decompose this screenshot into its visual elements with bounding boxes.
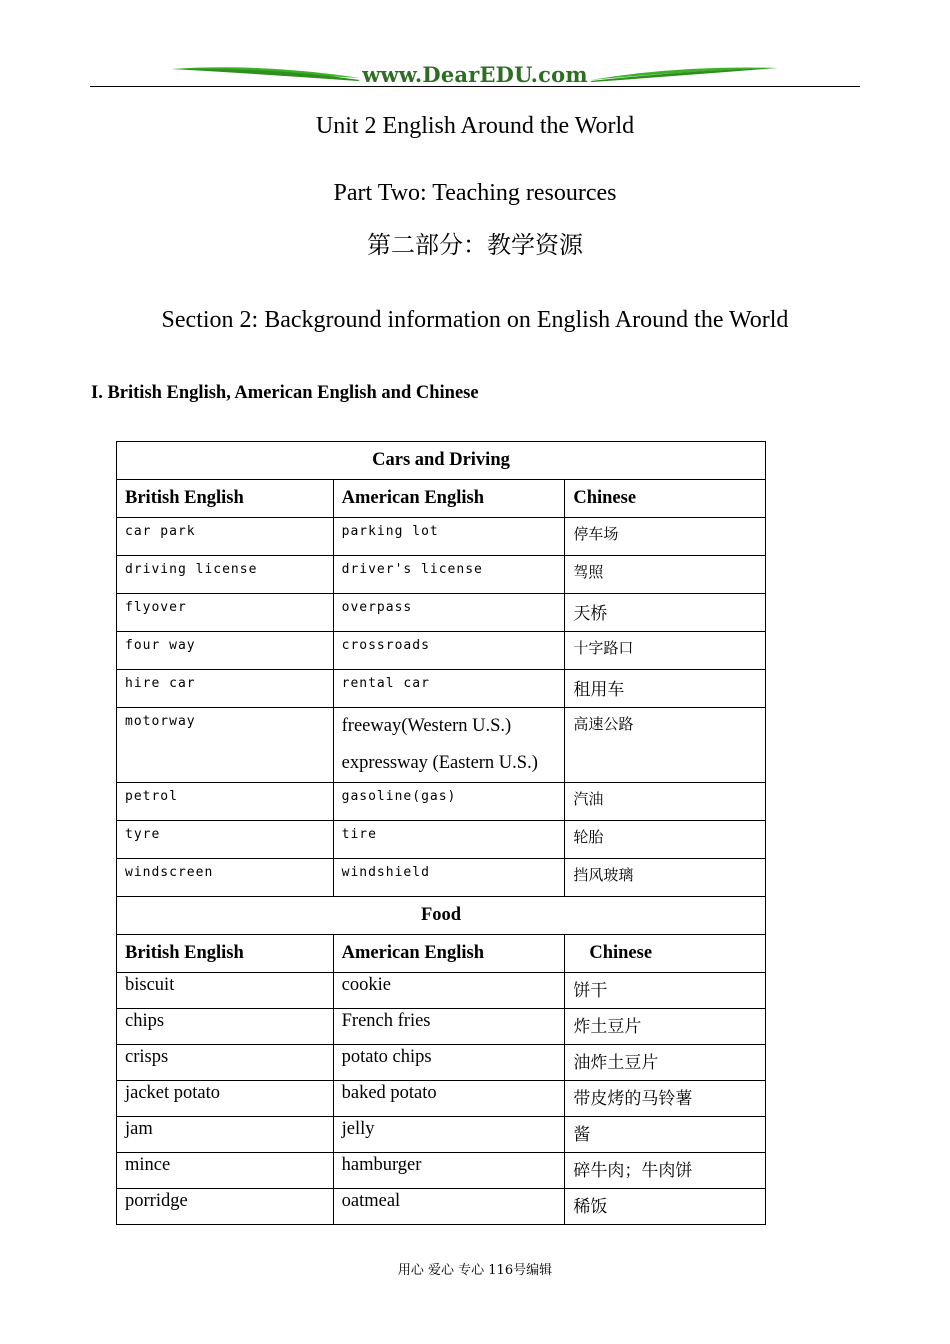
table-row (117, 708, 766, 783)
chinese-term: 酱 (573, 1125, 591, 1145)
page-footer: 用心 爱心 专心 116号编辑 (397, 1263, 553, 1278)
part-heading-chinese: 第二部分：教学资源 (367, 231, 583, 259)
chinese-term: 停车场 (573, 525, 619, 543)
column-header-chinese: Chinese (565, 935, 766, 973)
british-term: tyre (125, 827, 161, 842)
table-row (117, 1045, 766, 1081)
table-row (117, 1117, 766, 1153)
table-row (117, 1009, 766, 1045)
chinese-term: 碎牛肉；牛肉饼 (573, 1161, 693, 1181)
table-header-row (117, 480, 766, 518)
british-term: flyover (125, 600, 187, 615)
header-rule (90, 86, 860, 87)
british-term: windscreen (125, 865, 214, 880)
british-term: four way (125, 638, 196, 653)
british-term: petrol (125, 789, 178, 804)
category-title-food: Food (117, 897, 766, 935)
table-row (117, 670, 766, 708)
column-header-british: British English (117, 480, 334, 518)
chinese-term: 天桥 (573, 604, 608, 624)
chinese-term: 炸土豆片 (573, 1017, 642, 1037)
american-term: rental car (341, 676, 430, 691)
part-heading: Part Two: Teaching resources (333, 180, 617, 206)
table-row (117, 783, 766, 821)
column-header-american: American English (333, 935, 565, 973)
table-row (117, 1153, 766, 1189)
british-term: car park (125, 524, 196, 539)
chinese-term: 饼干 (573, 981, 608, 1001)
table-row (117, 821, 766, 859)
american-term: hamburger (341, 1155, 422, 1175)
chinese-term: 十字路口 (573, 639, 634, 657)
british-term: driving license (125, 562, 258, 577)
american-term: crossroads (341, 638, 430, 653)
header-logo (170, 62, 780, 88)
british-term: motorway (125, 714, 196, 729)
british-term: jam (125, 1119, 153, 1139)
column-header-chinese: Chinese (565, 480, 766, 518)
section-heading: Section 2: Background information on English Around the World (161, 307, 789, 333)
category-title-cars: Cars and Driving (117, 442, 766, 480)
american-term: baked potato (341, 1083, 437, 1103)
table-row (117, 556, 766, 594)
table-category-row (117, 897, 766, 935)
table-row (117, 632, 766, 670)
column-header-british: British English (117, 935, 334, 973)
american-term: oatmeal (341, 1191, 401, 1211)
american-term: windshield (341, 865, 430, 880)
table-row (117, 518, 766, 556)
table-row (117, 1189, 766, 1225)
chinese-term: 高速公路 (573, 715, 634, 733)
chinese-term: 驾照 (573, 563, 604, 581)
logo-text: www.DearEDU.com (362, 62, 588, 87)
american-term: French fries (341, 1011, 431, 1031)
chinese-term: 稀饭 (573, 1197, 608, 1217)
column-header-american: American English (333, 480, 565, 518)
american-term: potato chips (341, 1047, 432, 1067)
american-term: tire (341, 827, 377, 842)
british-term: biscuit (125, 975, 175, 995)
chinese-term: 租用车 (573, 680, 625, 700)
table-row (117, 594, 766, 632)
british-term: chips (125, 1011, 165, 1031)
page-title: Unit 2 English Around the World (315, 113, 635, 139)
british-term: hire car (125, 676, 196, 691)
table-row (117, 973, 766, 1009)
chinese-term: 汽油 (573, 790, 604, 808)
american-term: gasoline(gas) (341, 789, 457, 804)
chinese-term: 带皮烤的马铃薯 (573, 1089, 693, 1109)
vocabulary-table (116, 441, 766, 1225)
chinese-term: 油炸土豆片 (573, 1053, 659, 1073)
british-term: porridge (125, 1191, 188, 1211)
table-row (117, 859, 766, 897)
sub-heading: I. British English, American English and Chinese (91, 383, 479, 403)
chinese-term: 轮胎 (573, 828, 604, 846)
american-term-alt: expressway (Eastern U.S.) (341, 753, 538, 773)
british-term: crisps (125, 1047, 169, 1067)
american-term: driver's license (341, 562, 483, 577)
table-row (117, 1081, 766, 1117)
british-term: mince (125, 1155, 171, 1175)
british-term: jacket potato (125, 1083, 221, 1103)
chinese-term: 挡风玻璃 (573, 866, 634, 884)
table-header-row (117, 935, 766, 973)
american-term: jelly (341, 1119, 375, 1139)
table-category-row (117, 442, 766, 480)
american-term: overpass (341, 600, 413, 615)
american-term: cookie (341, 975, 391, 995)
american-term: parking lot (341, 524, 439, 539)
american-term: freeway(Western U.S.) (341, 716, 512, 736)
